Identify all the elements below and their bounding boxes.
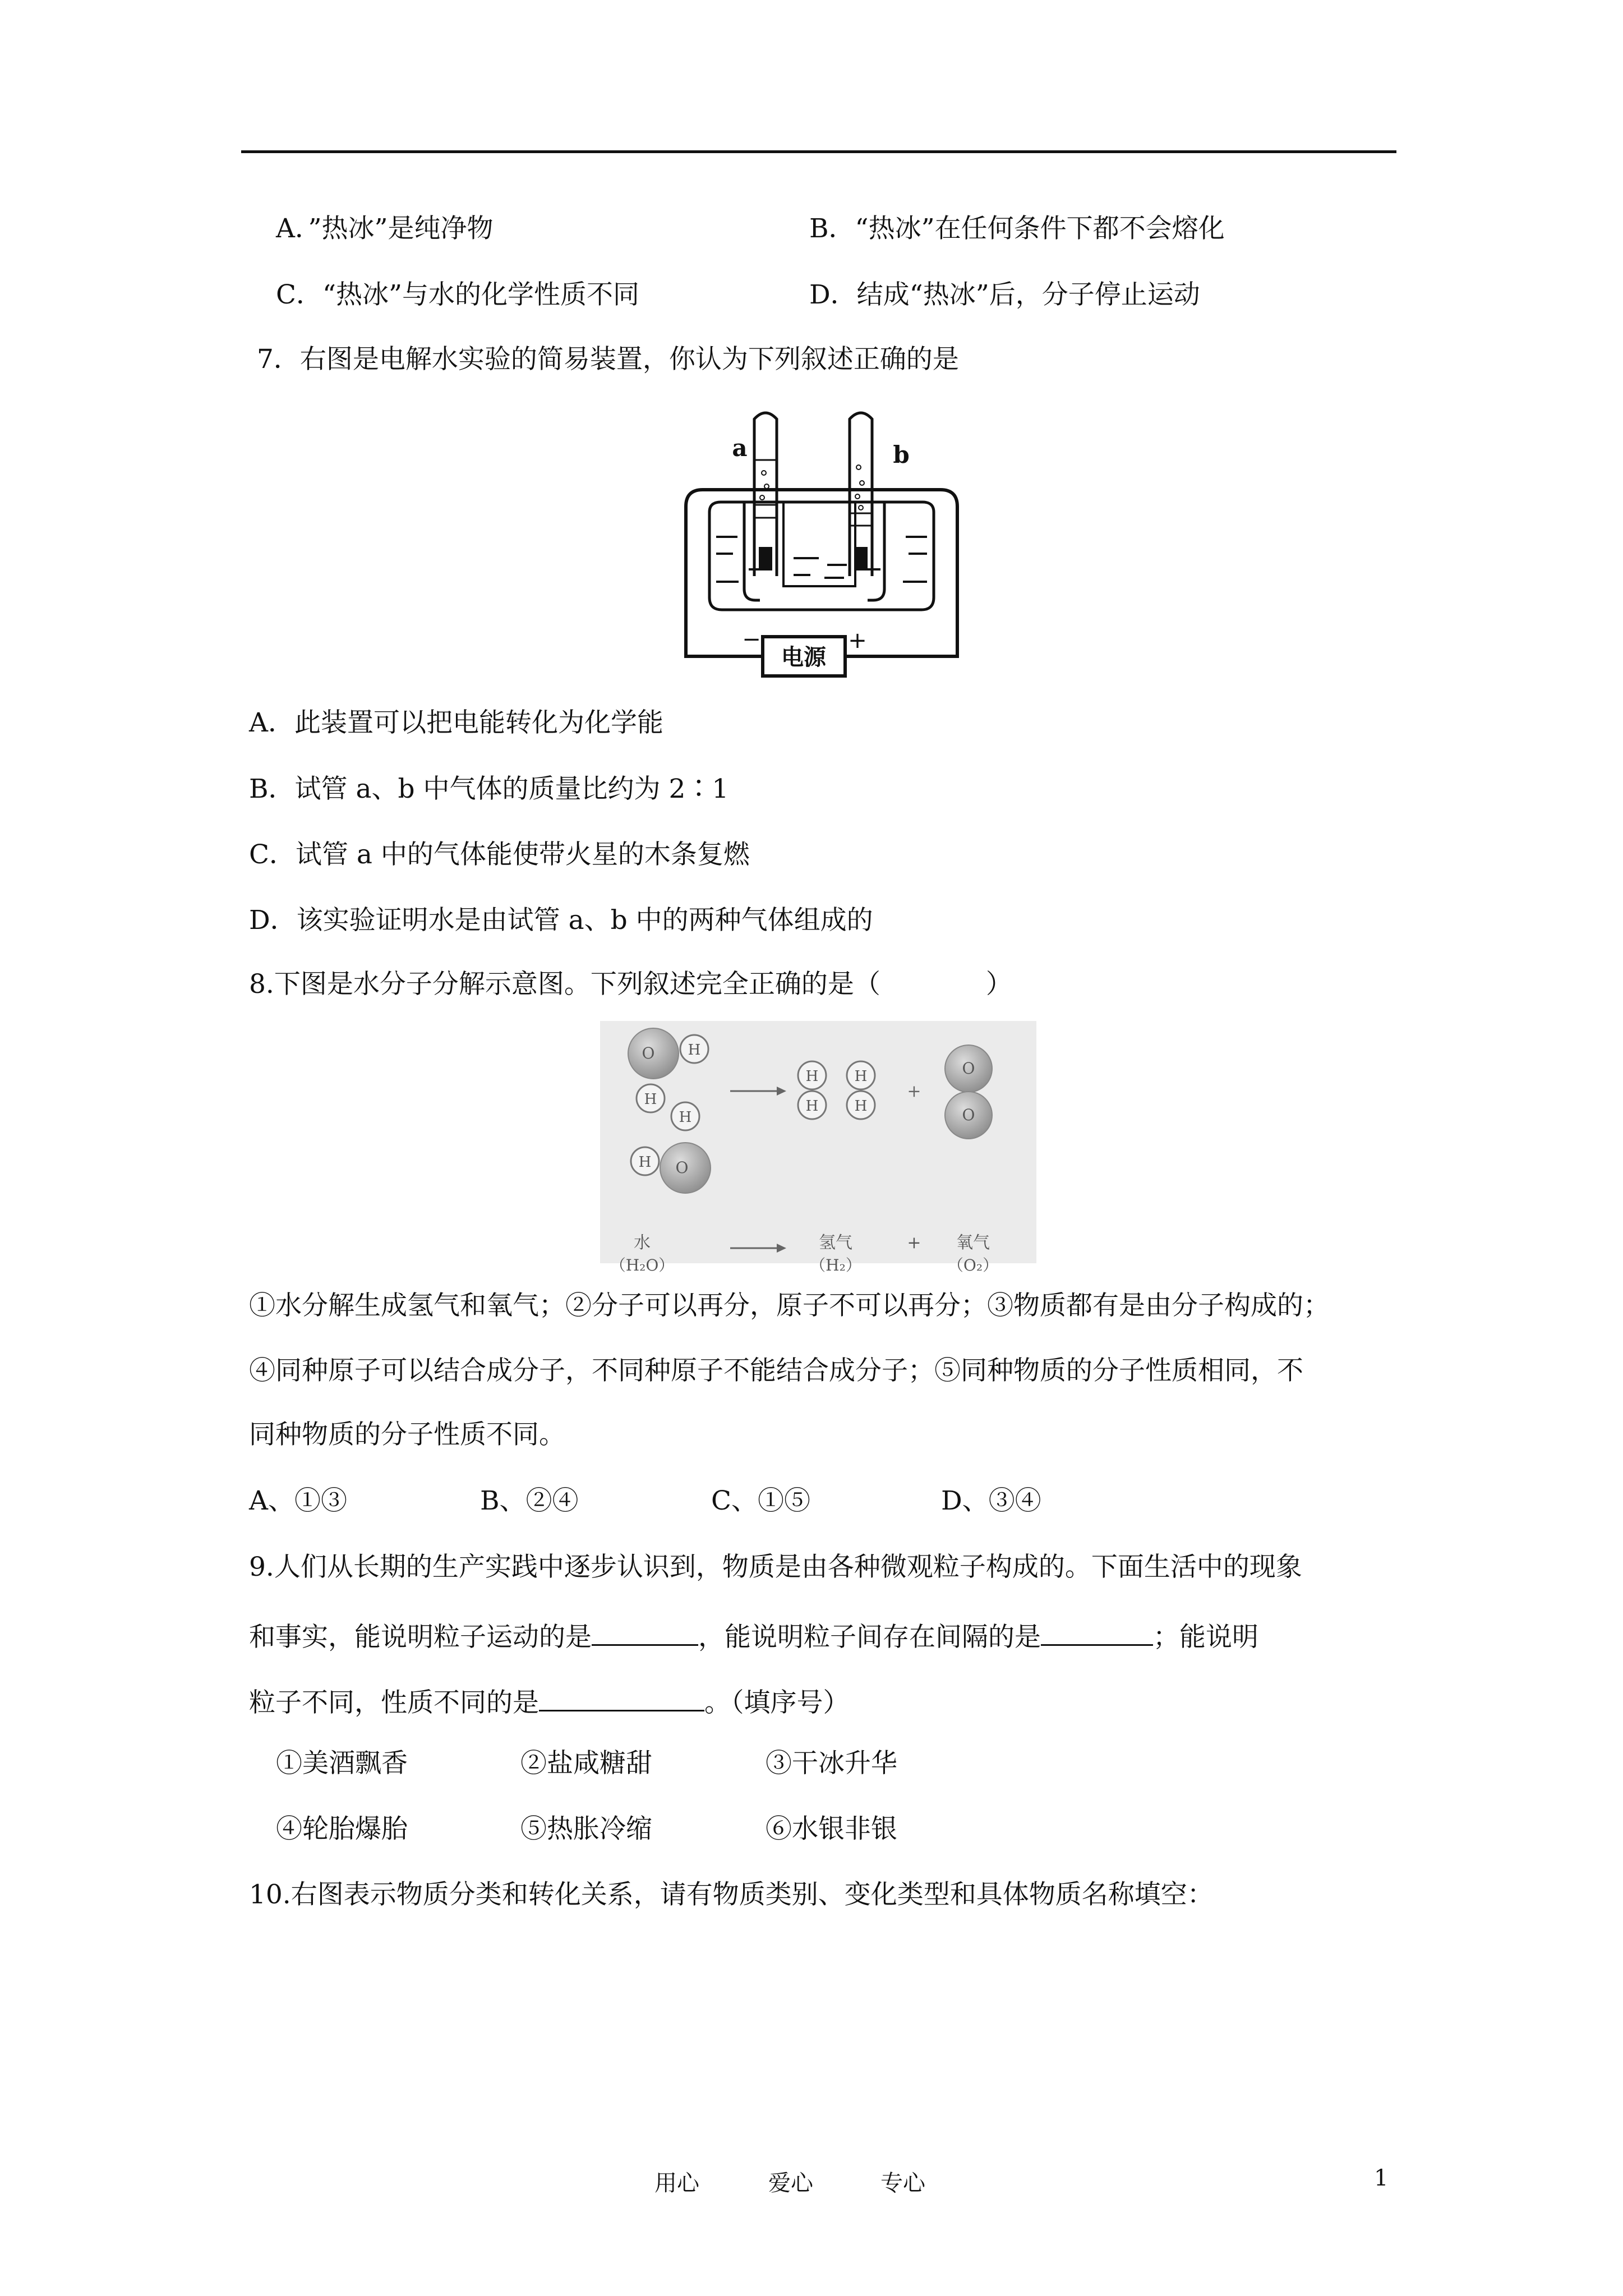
minus-sign: − (742, 627, 761, 652)
oxygen-atom-label: O (675, 1158, 689, 1177)
q8-option-a: A、①③ (249, 1485, 347, 1516)
footer-right: 专心 (880, 2170, 925, 2196)
water-decomposition-figure (600, 1021, 1036, 1274)
hydrogen-atom-label: H (644, 1091, 657, 1108)
q9-item-2: ②盐咸糖甜 (520, 1748, 652, 1779)
plus-sign: + (907, 1233, 921, 1253)
answer-blank-spacing[interactable] (1041, 1619, 1153, 1646)
water-caption: 水 (634, 1233, 651, 1253)
power-source-label: 电源 (781, 645, 826, 670)
hydrogen-caption: 氢气 (819, 1233, 852, 1253)
hydrogen-atom-label: H (805, 1098, 819, 1115)
q6-option-a: A．”热冰”是纯净物 (276, 213, 494, 244)
hydrogen-atom-label: H (805, 1068, 819, 1085)
q9-item-6: ⑥水银非银 (766, 1814, 897, 1844)
q7-option-a: A．此装置可以把电能转化为化学能 (249, 707, 663, 738)
q6-option-b: B．“热冰”在任何条件下都不会熔化 (809, 213, 1225, 244)
oxygen-formula: （O₂） (947, 1256, 999, 1274)
oxygen-atom-label: O (642, 1044, 655, 1062)
q9-line3 (249, 1685, 850, 1716)
q9-item-3: ③干冰升华 (766, 1748, 897, 1779)
q9-item-5: ⑤热胀冷缩 (520, 1814, 652, 1844)
q9-line2-text-b: ，能说明粒子间存在间隔的是 (698, 1622, 1041, 1653)
q8-stem: 8.下图是水分子分解示意图。下列叙述完全正确的是（ ） (249, 969, 1012, 1000)
q6-option-c: C．“热冰”与水的化学性质不同 (276, 279, 640, 310)
q8-option-b: B、②④ (480, 1485, 579, 1516)
plus-sign: + (907, 1082, 921, 1101)
q9-line2-text-a: 和事实，能说明粒子运动的是 (249, 1622, 592, 1653)
hydrogen-atom-label: H (854, 1068, 868, 1085)
tube-a-label: a (732, 434, 748, 462)
q8-option-d: D、③④ (941, 1485, 1041, 1516)
q9-line3-text-a: 粒子不同，性质不同的是 (249, 1687, 539, 1718)
q9-line2 (249, 1619, 1258, 1653)
q8-option-c: C、①⑤ (711, 1485, 810, 1516)
hydrogen-formula: （H₂） (810, 1256, 861, 1274)
page-number: 1 (1374, 2165, 1389, 2191)
plus-sign: + (848, 628, 867, 654)
tube-b-label: b (893, 441, 910, 468)
q6-option-d: D．结成“热冰”后，分子停止运动 (809, 279, 1200, 310)
electrolysis-apparatus-figure (681, 407, 962, 682)
header-rule (241, 150, 1396, 153)
answer-blank-properties[interactable] (539, 1685, 704, 1711)
q7-option-b: B．试管 a、b 中气体的质量比约为 2∶1 (249, 774, 729, 804)
hydrogen-atom-label: H (679, 1109, 692, 1126)
footer-left: 用心 (654, 2170, 699, 2196)
q10-stem: 10.右图表示物质分类和转化关系，请有物质类别、变化类型和具体物质名称填空： (249, 1879, 1214, 1910)
q9-item-4: ④轮胎爆胎 (276, 1814, 408, 1844)
q9-line3-text-b: 。（填序号） (704, 1687, 850, 1718)
hydrogen-atom-label: H (688, 1042, 701, 1059)
hydrogen-atom-label: H (638, 1154, 652, 1171)
oxygen-caption: 氧气 (956, 1233, 990, 1253)
q9-item-1: ①美酒飘香 (276, 1748, 408, 1779)
q7-option-c: C．试管 a 中的气体能使带火星的木条复燃 (249, 839, 750, 870)
q8-statements-line2: ④同种原子可以结合成分子，不同种原子不能结合成分子；⑤同种物质的分子性质相同，不 (249, 1355, 1303, 1386)
q8-statements-line1: ①水分解生成氢气和氧气；②分子可以再分，原子不可以再分；③物质都有是由分子构成的； (249, 1290, 1330, 1321)
q7-option-d: D．该实验证明水是由试管 a、b 中的两种气体组成的 (249, 905, 873, 936)
oxygen-atom-label: O (962, 1059, 975, 1078)
q7-stem: 7．右图是电解水实验的简易装置，你认为下列叙述正确的是 (257, 344, 959, 375)
water-formula: （H₂O） (610, 1256, 675, 1274)
q9-line1: 9.人们从长期的生产实践中逐步认识到，物质是由各种微观粒子构成的。下面生活中的现象 (249, 1552, 1302, 1582)
answer-blank-motion[interactable] (592, 1619, 698, 1646)
q9-line2-text-c: ；能说明 (1153, 1622, 1258, 1653)
footer-middle: 爱心 (768, 2170, 813, 2196)
oxygen-atom-label: O (962, 1106, 975, 1124)
q8-statements-line3: 同种物质的分子性质不同。 (249, 1419, 565, 1450)
hydrogen-atom-label: H (854, 1098, 868, 1115)
